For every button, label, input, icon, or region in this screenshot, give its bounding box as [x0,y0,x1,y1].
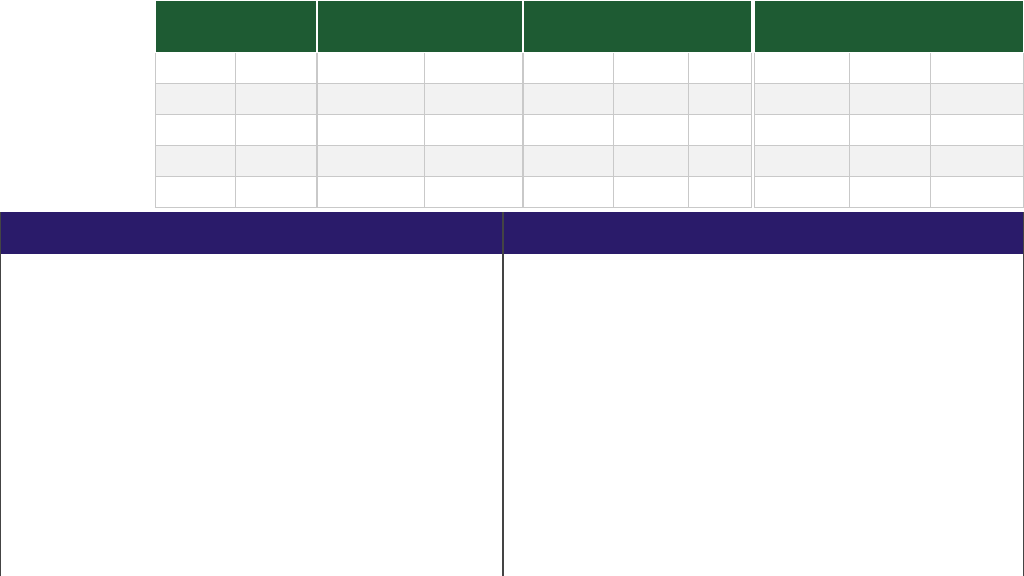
business-news-section [503,212,1024,576]
table-row [524,115,752,146]
table-row [755,115,1024,146]
cell-label [524,84,614,115]
cell-value [425,84,523,115]
cell-label [156,146,236,177]
table-row [156,146,317,177]
cell-label [156,115,236,146]
cell-label [524,177,614,208]
cell-value [849,146,931,177]
cell-label [318,146,425,177]
cell-label [156,53,236,84]
cell-value [849,177,931,208]
cell-change [689,115,752,146]
cell-label [755,84,850,115]
table-row [318,53,523,84]
cell-change [931,84,1024,115]
macro-news-header [1,212,502,254]
cell-label [524,115,614,146]
cell-change [689,53,752,84]
macro-news-list [1,254,502,260]
cell-label [318,177,425,208]
table-row [318,177,523,208]
cell-value [235,146,317,177]
foreign-market-table [523,0,752,208]
cell-change [689,146,752,177]
cell-value [425,115,523,146]
business-news-list [504,254,1023,260]
cell-value [849,53,931,84]
table-row [156,53,317,84]
table-row [156,177,317,208]
cell-value [613,115,689,146]
cell-label [156,177,236,208]
cell-value [235,53,317,84]
macro-news-section [0,212,503,576]
cell-change [931,53,1024,84]
cell-change [931,177,1024,208]
commodity-header [755,1,1024,53]
cell-value [613,53,689,84]
table-row [755,53,1024,84]
cell-value [425,146,523,177]
cell-value [613,146,689,177]
cell-value [849,84,931,115]
table-row [524,84,752,115]
table-row [755,84,1024,115]
table-row [524,53,752,84]
cell-change [689,177,752,208]
table-row [524,177,752,208]
cell-value [235,84,317,115]
cell-label [318,115,425,146]
cell-label [755,177,850,208]
trading-table [155,0,317,208]
table-row [524,146,752,177]
exchange-rate-table [317,0,523,208]
commodity-table [754,0,1024,208]
table-row [318,84,523,115]
cell-value [613,177,689,208]
cell-change [931,115,1024,146]
cell-value [235,177,317,208]
cell-value [425,53,523,84]
cell-label [755,115,850,146]
cell-label [318,84,425,115]
business-news-header [504,212,1023,254]
table-row [156,115,317,146]
cell-value [235,115,317,146]
table-row [156,84,317,115]
table-row [755,146,1024,177]
exchange-rate-header [318,1,523,53]
trading-header [156,1,317,53]
cell-label [318,53,425,84]
report-title [0,0,155,212]
cell-label [156,84,236,115]
cell-label [755,53,850,84]
table-row [755,177,1024,208]
foreign-market-header [524,1,752,53]
cell-value [849,115,931,146]
table-row [318,115,523,146]
cell-value [613,84,689,115]
table-row [318,146,523,177]
cell-label [524,146,614,177]
cell-change [689,84,752,115]
cell-label [524,53,614,84]
cell-label [755,146,850,177]
cell-value [425,177,523,208]
cell-change [931,146,1024,177]
